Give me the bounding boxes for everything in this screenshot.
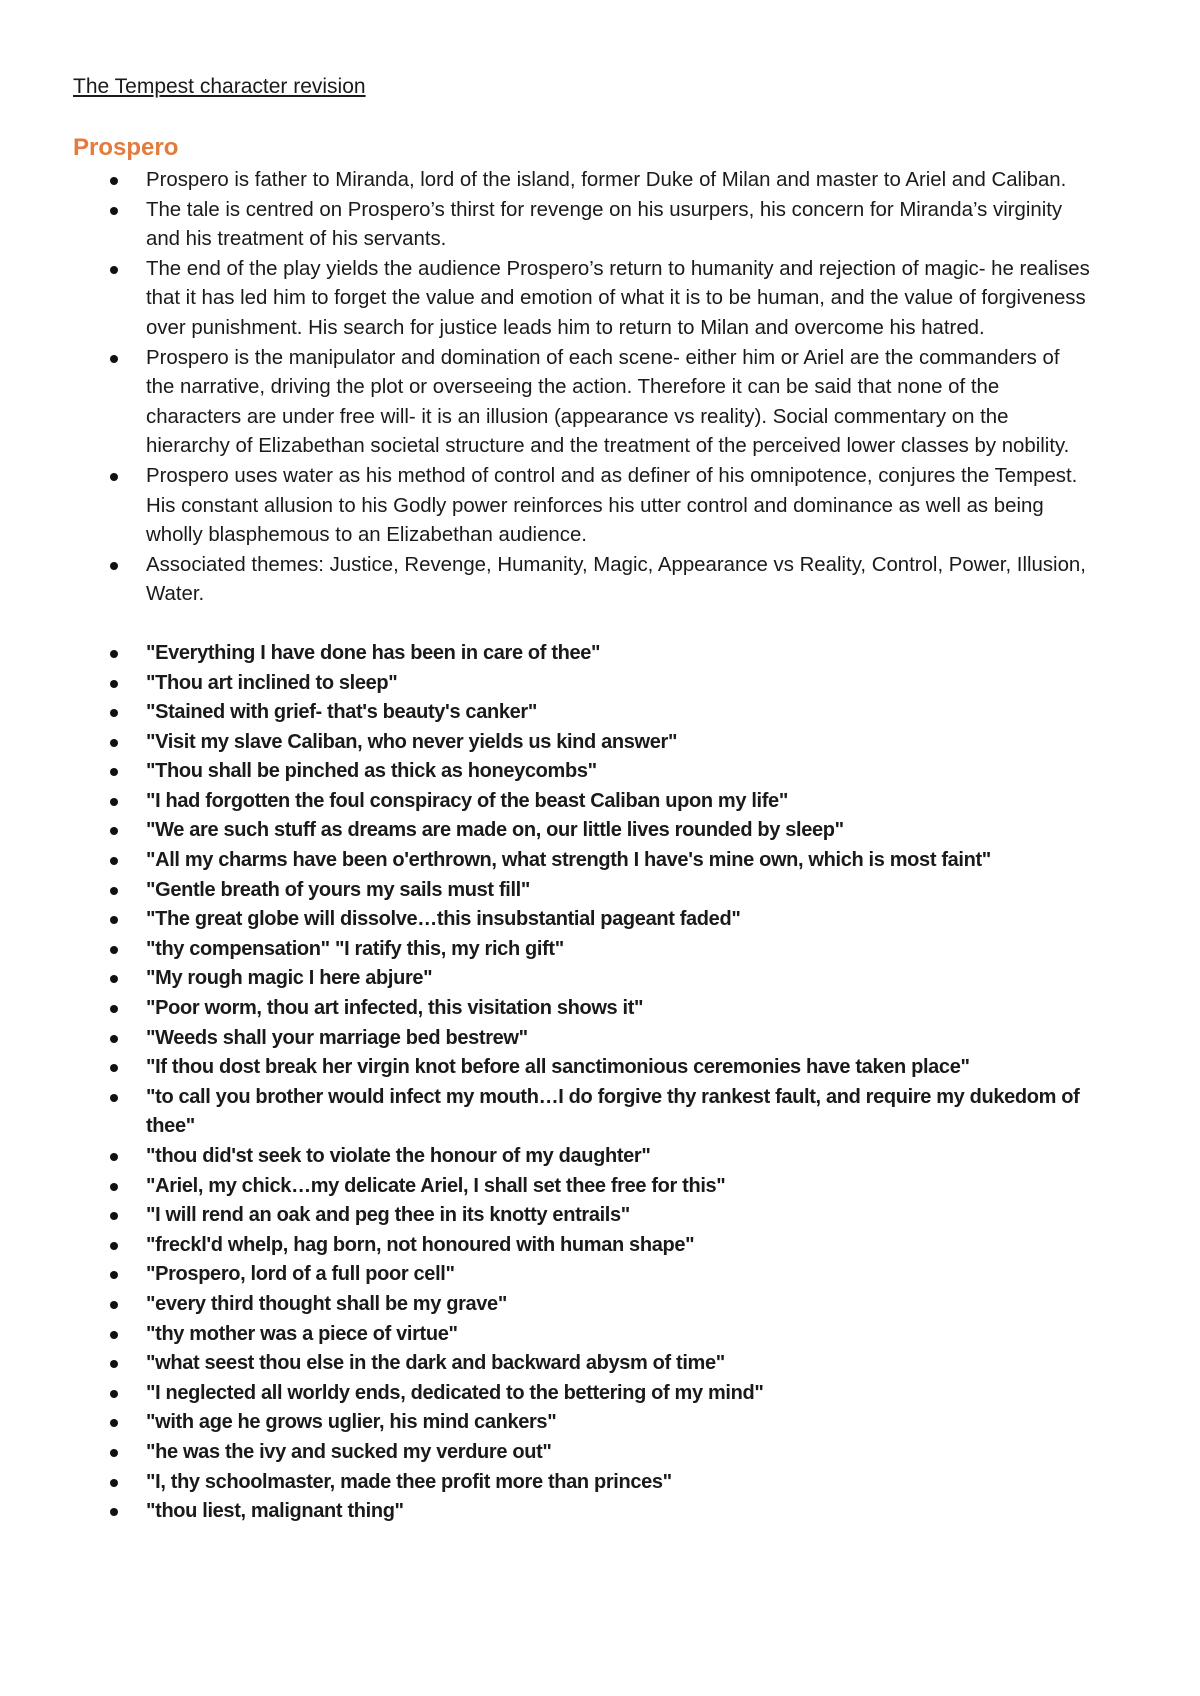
quote-list-item: "I will rend an oak and peg thee in its knotty entrails" [73,1201,1090,1231]
quote-list-item: "Visit my slave Caliban, who never yields us kind answer" [73,728,1090,758]
quote-list-item: "he was the ivy and sucked my verdure out" [73,1438,1090,1468]
quote-list-item: "If thou dost break her virgin knot before all sanctimonious ceremonies have taken place" [73,1053,1090,1083]
quote-list-item: "freckl'd whelp, hag born, not honoured with human shape" [73,1231,1090,1261]
quote-list-item: "Weeds shall your marriage bed bestrew" [73,1024,1090,1054]
quote-list-item: "with age he grows uglier, his mind cankers" [73,1408,1090,1438]
document-title: The Tempest character revision [73,75,366,98]
quote-list-item: "We are such stuff as dreams are made on, our little lives rounded by sleep" [73,816,1090,846]
quote-list-item: "Thou shall be pinched as thick as honeycombs" [73,757,1090,787]
section-heading-prospero: Prospero [73,134,179,161]
quote-list-item: "I had forgotten the foul conspiracy of the beast Caliban upon my life" [73,787,1090,817]
quote-list-item: "My rough magic I here abjure" [73,964,1090,994]
notes-list-item: The tale is centred on Prospero’s thirst for revenge on his usurpers, his concern for Miranda’s virginity and his treatment of his servants. [73,196,1090,255]
quote-list-item: "I, thy schoolmaster, made thee profit more than princes" [73,1468,1090,1498]
notes-list-item: Prospero uses water as his method of control and as definer of his omnipotence, conjures the Tempest. His constant allusion to his Godly power reinforces his utter control and dominance as well as being wholly blasphemous to an Elizabethan audience. [73,462,1090,551]
quote-list-item: "Prospero, lord of a full poor cell" [73,1260,1090,1290]
quote-list-item: "thy compensation" "I ratify this, my rich gift" [73,935,1090,965]
quote-list-item: "Everything I have done has been in care of thee" [73,639,1090,669]
quote-list-item: "I neglected all worldy ends, dedicated to the bettering of my mind" [73,1379,1090,1409]
notes-list [73,166,1090,610]
quote-list-item: "Stained with grief- that's beauty's canker" [73,698,1090,728]
quote-list-item: "Poor worm, thou art infected, this visitation shows it" [73,994,1090,1024]
quote-list-item: "All my charms have been o'erthrown, what strength I have's mine own, which is most faint" [73,846,1090,876]
notes-list-item: The end of the play yields the audience Prospero’s return to humanity and rejection of magic- he realises that it has led him to forget the value and emotion of what it is to be human, and the value of forgiveness over punishment. His search for justice leads him to return to Milan and overcome his hatred. [73,255,1090,344]
notes-list-item: Prospero is the manipulator and domination of each scene- either him or Ariel are the commanders of the narrative, driving the plot or overseeing the action. Therefore it can be said that none of the characters are under free will- it is an illusion (appearance vs reality). Social commentary on the hierarchy of Elizabethan societal structure and the treatment of the perceived lower classes by nobility. [73,344,1090,462]
quote-list-item: "to call you brother would infect my mouth…I do forgive thy rankest fault, and require my dukedom of thee" [73,1083,1090,1142]
notes-list-item: Associated themes: Justice, Revenge, Humanity, Magic, Appearance vs Reality, Control, Power, Illusion, Water. [73,551,1090,610]
quote-list-item: "Thou art inclined to sleep" [73,669,1090,699]
quote-list-item: "The great globe will dissolve…this insubstantial pageant faded" [73,905,1090,935]
quote-list-item: "thou did'st seek to violate the honour of my daughter" [73,1142,1090,1172]
quote-list-item: "thy mother was a piece of virtue" [73,1320,1090,1350]
quote-list-item: "what seest thou else in the dark and backward abysm of time" [73,1349,1090,1379]
quotes-list [73,639,1090,1527]
notes-list-item: Prospero is father to Miranda, lord of the island, former Duke of Milan and master to Ariel and Caliban. [73,166,1090,196]
quote-list-item: "Gentle breath of yours my sails must fill" [73,876,1090,906]
quote-list-item: "Ariel, my chick…my delicate Ariel, I shall set thee free for this" [73,1172,1090,1202]
quote-list-item: "thou liest, malignant thing" [73,1497,1090,1527]
quote-list-item: "every third thought shall be my grave" [73,1290,1090,1320]
